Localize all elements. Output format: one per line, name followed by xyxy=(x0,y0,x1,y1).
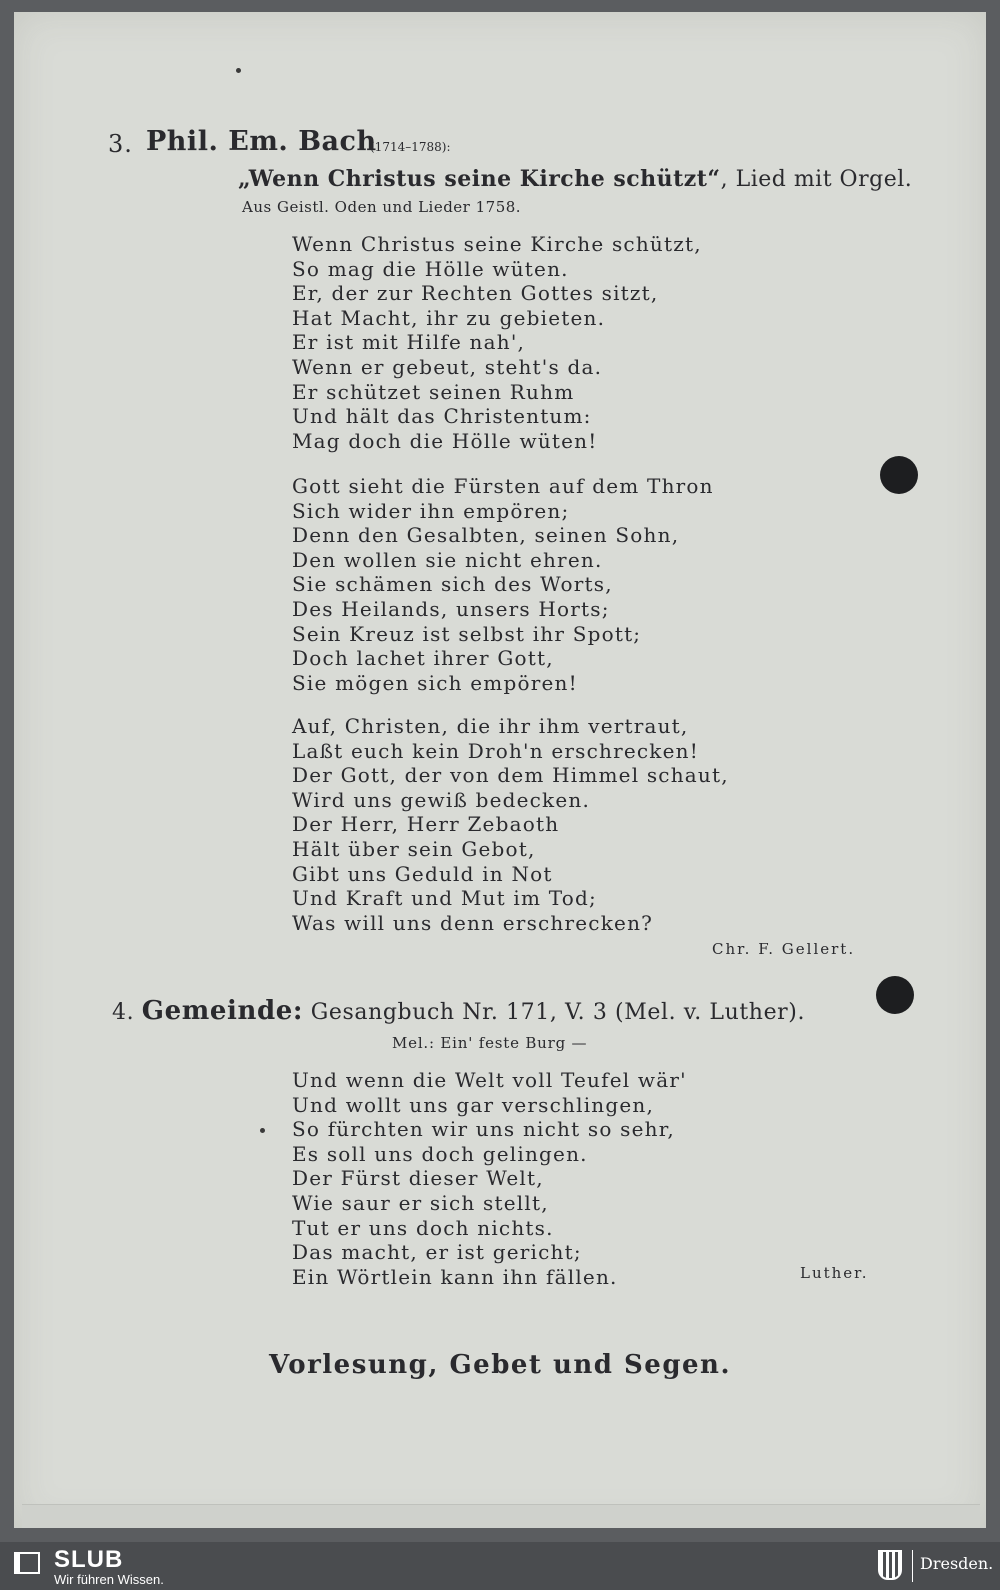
verse-line: Des Heilands, unsers Horts; xyxy=(292,596,610,621)
stanza-2 xyxy=(292,474,714,695)
footer-bar xyxy=(0,1542,1000,1590)
verse-line: Auf, Christen, die ihr ihm vertraut, xyxy=(292,714,689,738)
verse-line: Den wollen sie nicht ehren. xyxy=(292,547,603,572)
section-4-heading xyxy=(112,996,805,1026)
footer-brand[interactable]: SLUB xyxy=(54,1546,124,1573)
punch-hole-icon xyxy=(880,456,918,494)
verse-line: Sie mögen sich empören! xyxy=(292,670,578,695)
verse-line: Sein Kreuz ist selbst ihr Spott; xyxy=(292,621,642,646)
footer-slogan: Wir führen Wissen. xyxy=(54,1572,164,1587)
verse-line: Und hält das Christentum: xyxy=(292,404,592,429)
song-title-quoted: „Wenn Christus seine Kirche schützt“ xyxy=(238,166,721,192)
section-4-number: 4. xyxy=(112,1000,135,1025)
verse-line: Wenn Christus seine Kirche schützt, xyxy=(292,232,702,256)
composer-name: Phil. Em. Bach xyxy=(146,126,377,157)
verse-line: Hat Macht, ihr zu gebieten. xyxy=(292,305,606,330)
song-title-suffix: , Lied mit Orgel. xyxy=(720,167,913,192)
paper-speck xyxy=(236,68,241,73)
verse-line: Was will uns denn erschrecken? xyxy=(292,910,654,935)
melody-note: Mel.: Ein' feste Burg — xyxy=(392,1034,588,1052)
author-luther: Luther. xyxy=(800,1264,869,1282)
paper-speck xyxy=(260,1128,265,1133)
verse-line: Und wenn die Welt voll Teufel wär' xyxy=(292,1068,687,1092)
verse-line: So mag die Hölle wüten. xyxy=(292,256,569,281)
verse-line: Sie schämen sich des Worts, xyxy=(292,572,613,597)
song-source: Aus Geistl. Oden und Lieder 1758. xyxy=(242,198,522,216)
city-crest-icon xyxy=(878,1550,902,1580)
verse-line: Wenn er gebeut, steht's da. xyxy=(292,354,603,379)
stanza-3 xyxy=(292,714,729,935)
verse-line: Es soll uns doch gelingen. xyxy=(292,1141,588,1166)
hymn-reference: Gesangbuch Nr. 171, V. 3 (Mel. v. Luther). xyxy=(310,1000,806,1025)
verse-line: Mag doch die Hölle wüten! xyxy=(292,428,598,453)
verse-line: Und Kraft und Mut im Tod; xyxy=(292,886,597,911)
composer-dates: (1714–1788): xyxy=(370,140,451,154)
verse-line: Doch lachet ihrer Gott, xyxy=(292,646,554,671)
stanza-1 xyxy=(292,232,702,453)
section-3-number: 3. xyxy=(108,130,133,158)
book-logo-icon xyxy=(14,1552,40,1574)
verse-line: Wird uns gewiß bedecken. xyxy=(292,787,591,812)
author-gellert: Chr. F. Gellert. xyxy=(712,940,856,958)
verse-line: Er, der zur Rechten Gottes sitzt, xyxy=(292,281,659,306)
verse-line: Denn den Gesalbten, seinen Sohn, xyxy=(292,523,680,548)
verse-line: Ein Wörtlein kann ihn fällen. xyxy=(292,1264,618,1289)
hymn-stanza xyxy=(292,1068,687,1289)
verse-line: Das macht, er ist gericht; xyxy=(292,1240,582,1265)
verse-line: Hält über sein Gebot, xyxy=(292,836,536,861)
song-title xyxy=(238,166,912,192)
verse-line: So fürchten wir uns nicht so sehr, xyxy=(292,1117,675,1142)
verse-line: Er ist mit Hilfe nah', xyxy=(292,330,526,355)
verse-line: Laßt euch kein Droh'n erschrecken! xyxy=(292,738,699,763)
verse-line: Gott sieht die Fürsten auf dem Thron xyxy=(292,474,714,498)
verse-line: Wie saur er sich stellt, xyxy=(292,1190,549,1215)
footer-divider xyxy=(912,1550,913,1582)
verse-line: Der Herr, Herr Zebaoth xyxy=(292,812,560,837)
verse-line: Und wollt uns gar verschlingen, xyxy=(292,1092,655,1117)
verse-line: Sich wider ihn empören; xyxy=(292,498,570,523)
page-edge xyxy=(22,1504,980,1528)
congregation-label: Gemeinde: xyxy=(141,996,304,1026)
closing-line: Vorlesung, Gebet und Segen. xyxy=(268,1350,732,1380)
verse-line: Gibt uns Geduld in Not xyxy=(292,861,553,886)
verse-line: Er schützet seinen Ruhm xyxy=(292,379,575,404)
verse-line: Der Gott, der von dem Himmel schaut, xyxy=(292,763,729,788)
verse-line: Der Fürst dieser Welt, xyxy=(292,1166,544,1191)
footer-city[interactable]: Dresden. xyxy=(920,1554,994,1573)
verse-line: Tut er uns doch nichts. xyxy=(292,1215,554,1240)
punch-hole-icon xyxy=(876,976,914,1014)
